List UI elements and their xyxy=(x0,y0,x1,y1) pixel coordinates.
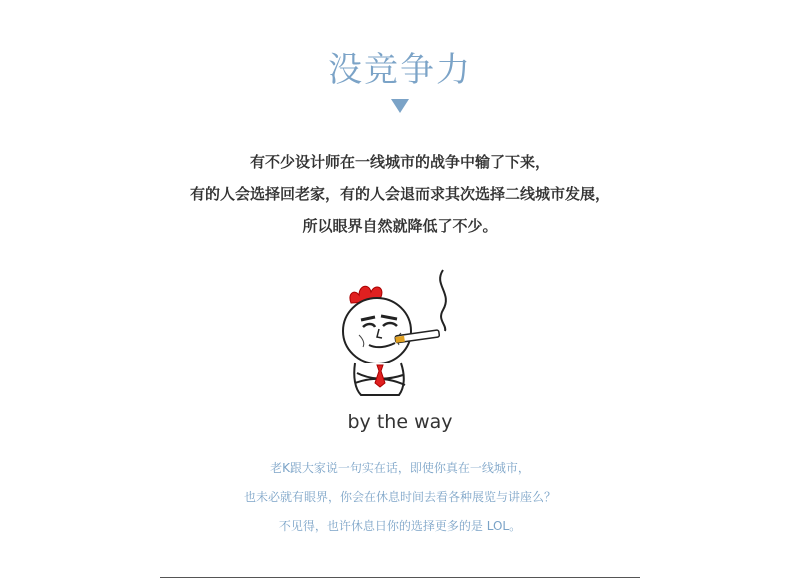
main-paragraph xyxy=(0,146,800,242)
main-line-1: 有不少设计师在一线城市的战争中输了下来， xyxy=(249,153,550,171)
divider xyxy=(160,577,640,578)
note-line-2: 也未必就有眼界，你会在休息时间去看各种展览与讲座么？ xyxy=(243,490,556,504)
main-line-2: 有的人会选择回老家，有的人会退而求其次选择二线城市发展， xyxy=(189,185,610,203)
triangle-down-icon xyxy=(391,99,409,113)
note-paragraph xyxy=(0,454,800,541)
note-line-3: 不见得，也许休息日你的选择更多的是 LOL。 xyxy=(278,519,522,533)
main-line-3: 所以眼界自然就降低了不少。 xyxy=(302,217,498,235)
illustration xyxy=(325,265,475,397)
smoking-chicken-meme-icon xyxy=(325,265,475,397)
note-line-1: 老K跟大家说一句实在话，即使你真在一线城市， xyxy=(270,461,530,475)
subheading: by the way xyxy=(347,411,453,433)
section-title: 没竞争力 xyxy=(328,50,472,90)
